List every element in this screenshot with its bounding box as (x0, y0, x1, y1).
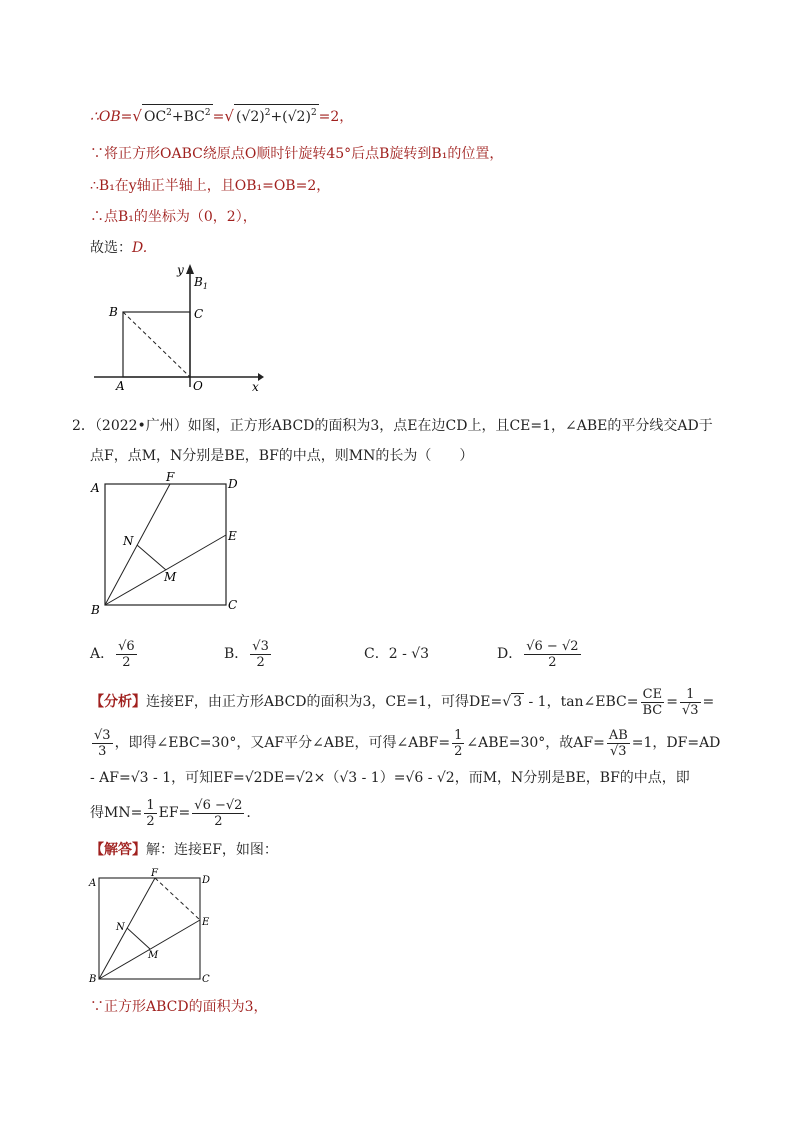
option-a-numerator: √6 (118, 638, 135, 654)
analysis-l4-end: . (246, 805, 251, 821)
frac-ce: CE (641, 687, 665, 703)
solution1-line3: ∴B₁在y轴正半轴上，且OB₁=OB=2， (90, 178, 331, 194)
solution2-last-line: ∵正方形ABCD的面积为3， (90, 999, 268, 1015)
diagonal-ob (123, 312, 190, 377)
analysis-line2 (90, 727, 720, 759)
analysis-eq: = (666, 694, 678, 710)
option-a-label: A． (90, 646, 115, 662)
option-c-value: 2 - √3 (388, 646, 430, 662)
label-b: B (89, 974, 97, 985)
option-d-numerator: √6 − √2 (526, 638, 579, 654)
label-n: N (123, 534, 134, 548)
frac-root3-den: √3 (610, 743, 627, 759)
solution1-line2: ∵将正方形OABC绕原点O顺时针旋转45°后点B旋转到B₁的位置， (90, 146, 504, 162)
analysis-line1: 【分析】连接EF，由正方形ABCD的面积为3，CE=1，可得DE=√ 3 - 1，tan∠EBC= $\frac{CE}{BC}$ = $\frac{1}{√3}$ = (90, 686, 715, 718)
analysis-l1c: - 1，tan∠EBC= (524, 694, 639, 710)
answer-prefix: 故选： (90, 240, 132, 256)
label-c: C (202, 974, 210, 985)
option-b-label: B． (224, 646, 249, 662)
option-a[interactable] (90, 636, 139, 672)
problem2-stem: （2022•广州）如图，正方形ABCD的面积为3，点E在边CD上，且CE=1，∠ABE的平分线交AD于 (94, 418, 713, 434)
segment-mn (127, 928, 150, 949)
frac-root3-over-3-den: 3 (98, 743, 107, 759)
option-d-denominator: 2 (548, 654, 557, 670)
analysis-line4 (90, 796, 251, 830)
label-c: C (194, 307, 204, 321)
analysis-root3: 3 (513, 694, 523, 710)
label-y: y (177, 263, 184, 277)
formula-bc: +BC (171, 109, 205, 125)
analysis-tag: 【分析】 (90, 694, 146, 710)
label-d: D (228, 477, 238, 491)
formula-oc: OC (143, 109, 167, 125)
figure-rotation (88, 260, 268, 395)
analysis-l4a: 得MN= (90, 805, 143, 821)
frac-half2-den: 2 (146, 813, 155, 829)
segment-bf (105, 484, 170, 605)
label-b: B (109, 305, 118, 319)
label-m: M (148, 950, 159, 961)
formula-eq: = (212, 109, 225, 125)
figure-square-abcd-ef (86, 866, 216, 986)
option-b-numerator: √3 (252, 638, 269, 654)
problem2-number: 2． (72, 418, 95, 434)
analysis-l2c: =1，DF=AD (631, 735, 721, 751)
label-a: A (89, 878, 97, 889)
frac-ab: AB (608, 727, 628, 743)
option-c[interactable] (364, 636, 429, 672)
option-b[interactable] (224, 636, 273, 672)
label-f: F (166, 470, 175, 484)
label-o: O (193, 379, 203, 393)
formula-end: =2， (318, 109, 354, 125)
analysis-l2a: ，即得∠EBC=30°，又AF平分∠ABE，可得∠ABF= (114, 735, 451, 751)
label-b: B (91, 603, 100, 617)
analysis-l4b: EF= (158, 805, 191, 821)
label-f: F (151, 868, 158, 879)
solution1-answer (90, 238, 147, 258)
formula-root2a: (√2 (235, 109, 260, 125)
option-d[interactable] (497, 636, 583, 672)
frac-half2-num: 1 (146, 797, 155, 813)
label-a: A (91, 481, 100, 495)
figure-square-abcd (88, 470, 248, 620)
answer-value: D. (132, 240, 148, 256)
option-c-label: C． (364, 646, 389, 662)
frac-answer-num: √6 −√2 (194, 797, 243, 813)
option-b-denominator: 2 (256, 654, 265, 670)
option-d-label: D． (497, 646, 523, 662)
y-axis-arrow-icon (186, 264, 194, 274)
label-d: D (202, 875, 211, 886)
solution2-text: 解：连接EF，如图： (146, 842, 278, 858)
solution1-line1: ∴OB=√ $OC^2+BC^2$ =√ $(√2)^2+(√2)^2 =2$， (90, 104, 353, 127)
solution1-line1-prefix: ∴OB= (90, 109, 133, 125)
analysis-line3: - AF=√3 - 1，可知EF=√2DE=√2×（√3 - 1）=√6 - √2，而M，N分别是BE，BF的中点，即 (90, 770, 690, 786)
segment-mn (137, 545, 166, 570)
label-e: E (228, 529, 237, 543)
label-b1: $B_1$ (194, 275, 208, 291)
analysis-l1a: 连接EF，由正方形ABCD的面积为3，CE=1，可得DE= (146, 694, 503, 710)
problem2-line1 (72, 416, 713, 436)
label-x: x (252, 380, 259, 394)
analysis-l2b: ∠ABE=30°，故AF= (466, 735, 605, 751)
label-e: E (202, 917, 210, 928)
frac-half-num: 1 (454, 727, 463, 743)
frac-root3: √3 (681, 702, 699, 718)
frac-half-den: 2 (454, 743, 463, 759)
x-axis-arrow-icon (258, 373, 264, 381)
label-c: C (228, 598, 238, 612)
formula-paren2: ) (305, 109, 311, 125)
frac-answer-den: 2 (214, 813, 223, 829)
label-m: M (164, 570, 177, 584)
analysis-l1-end: = (702, 694, 715, 710)
solution1-line4: ∴点B₁的坐标为（0，2）， (90, 209, 257, 225)
frac-root3-over-3-num: √3 (94, 727, 111, 743)
label-n: N (116, 922, 125, 933)
formula-paren1: ) (259, 109, 265, 125)
segment-ef (155, 878, 200, 920)
solution2-header (90, 840, 278, 860)
frac-bc: BC (642, 702, 663, 718)
formula-root2b: +(√2 (270, 109, 306, 125)
frac-one: 1 (680, 687, 701, 703)
problem2-line2: 点F，点M，N分别是BE，BF的中点，则MN的长为（ ） (90, 448, 474, 464)
solution2-tag: 【解答】 (90, 842, 146, 858)
label-a: A (116, 379, 125, 393)
option-a-denominator: 2 (122, 654, 131, 670)
